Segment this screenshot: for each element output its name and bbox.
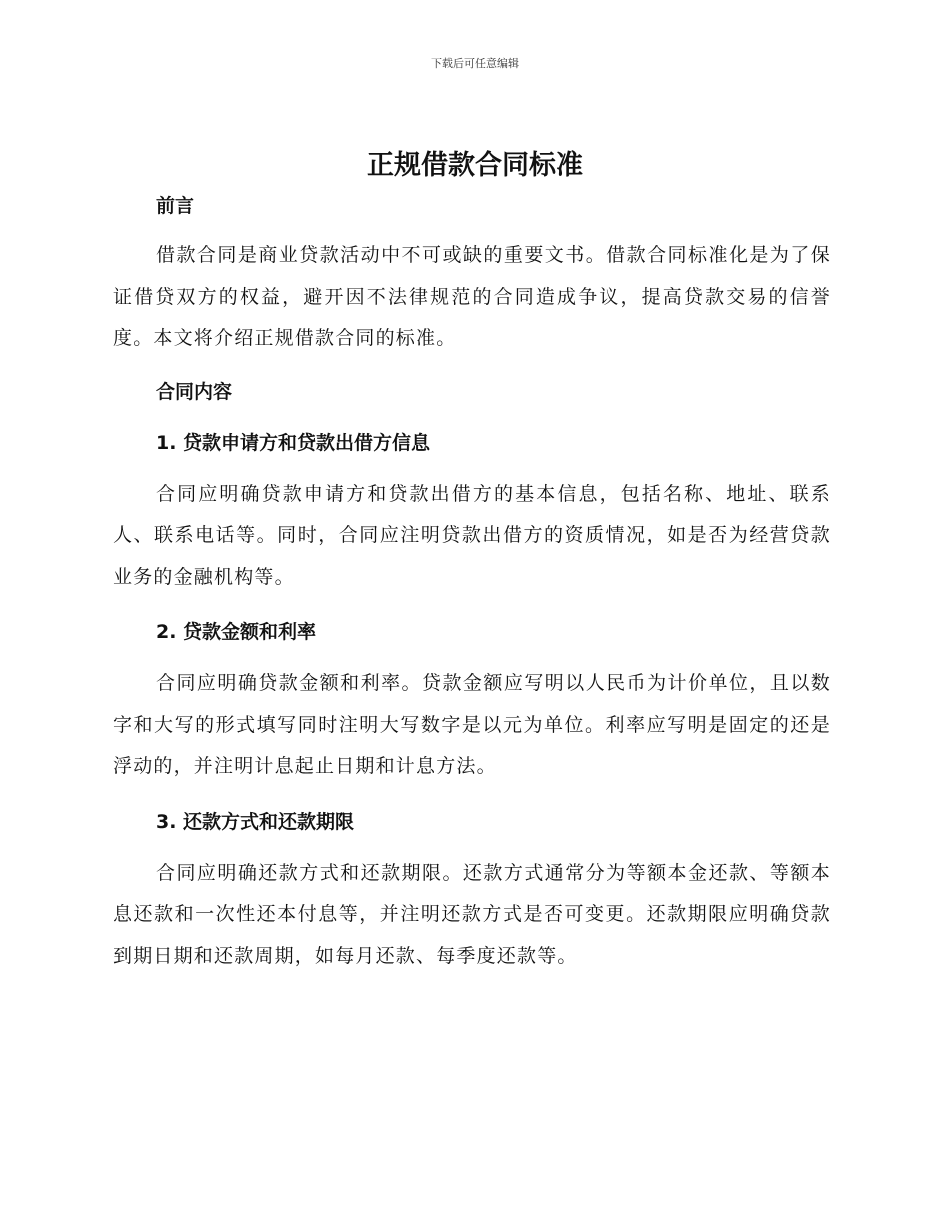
document-body <box>113 190 831 977</box>
header-note: 下载后可任意编辑 <box>431 57 519 70</box>
section-heading-amount-rate: 2. 贷款金额和利率 <box>156 621 317 643</box>
section-heading-preface: 前言 <box>156 195 195 217</box>
document-title: 正规借款合同标准 <box>367 150 583 181</box>
section-paragraph-parties-info: 合同应明确贷款申请方和贷款出借方的基本信息，包括名称、地址、联系人、联系电话等。同时，合同应注明贷款出借方的资质情况，如是否为经营贷款业务的金融机构等。 <box>113 482 831 588</box>
section-paragraph-repayment: 合同应明确还款方式和还款期限。还款方式通常分为等额本金还款、等额本息还款和一次性还本付息等，并注明还款方式是否可变更。还款期限应明确贷款到期日期和还款周期，如每月还款、每季度还款等。 <box>113 861 831 967</box>
section-heading-parties-info: 1. 贷款申请方和贷款出借方信息 <box>156 431 431 454</box>
section-paragraph-preface: 借款合同是商业贷款活动中不可或缺的重要文书。借款合同标准化是为了保证借贷双方的权益，避开因不法律规范的合同造成争议，提高贷款交易的信誉度。本文将介绍正规借款合同的标准。 <box>113 244 831 349</box>
section-heading-contract-content: 合同内容 <box>156 380 233 403</box>
section-heading-repayment: 3. 还款方式和还款期限 <box>156 810 355 833</box>
section-paragraph-amount-rate: 合同应明确贷款金额和利率。贷款金额应写明以人民币为计价单位，且以数字和大写的形式填写同时注明大写数字是以元为单位。利率应写明是固定的还是浮动的，并注明计息起止日期和计息方法。 <box>113 672 831 777</box>
